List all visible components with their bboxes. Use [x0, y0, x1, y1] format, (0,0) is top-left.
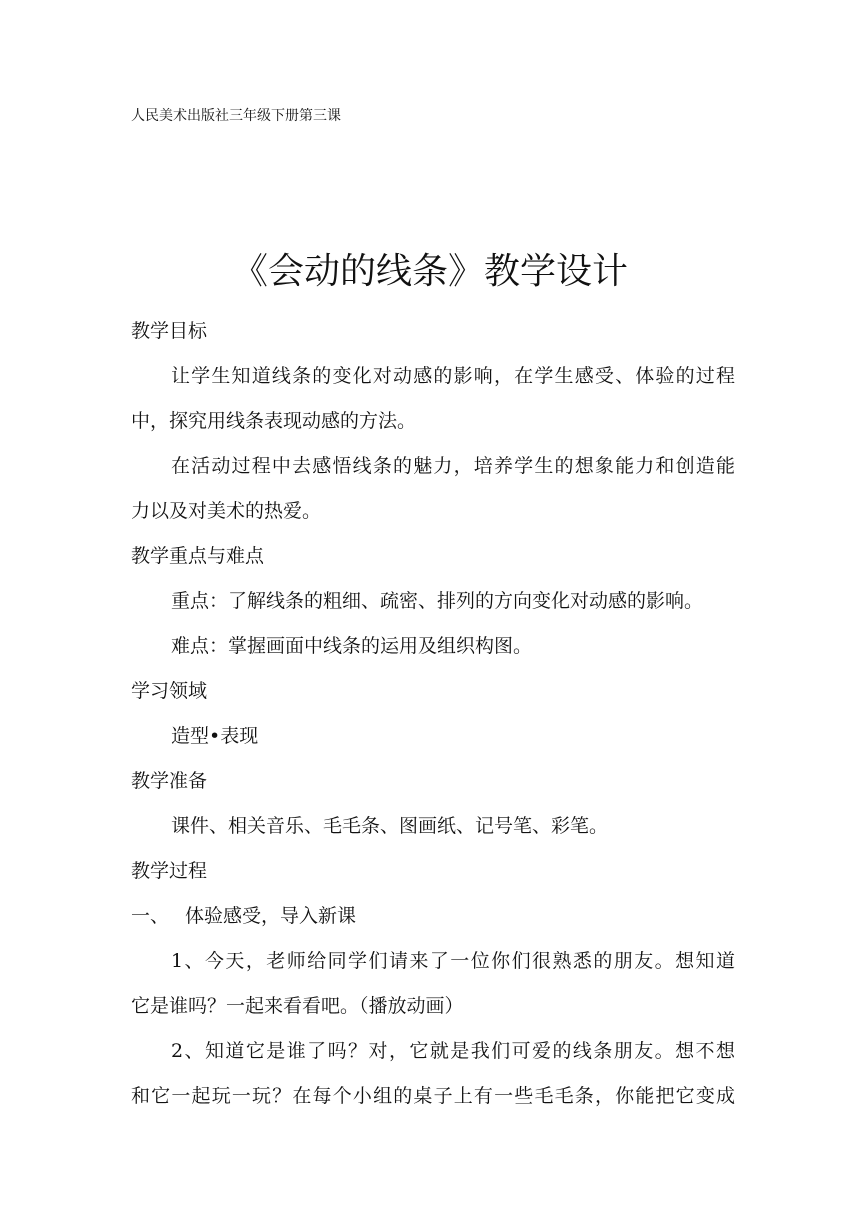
- step-title: 体验感受，导入新课: [185, 905, 357, 927]
- key-point-line: 重点：了解线条的粗细、疏密、排列的方向变化对动感的影响。: [171, 590, 704, 612]
- paragraph-line: 在活动过程中去感悟线条的魅力，培养学生的想象能力和创造能: [171, 455, 735, 477]
- preparation-value: 课件、相关音乐、毛毛条、图画纸、记号笔、彩笔。: [171, 815, 609, 837]
- section-heading-key-points: 教学重点与难点: [131, 545, 265, 567]
- document-body: [131, 316, 735, 1126]
- section-heading-goals: 教学目标: [131, 320, 208, 342]
- section-heading-domain: 学习领域: [131, 680, 208, 702]
- paragraph-line: 它是谁吗？一起来看看吧。（播放动画）: [131, 995, 464, 1017]
- domain-value: 造型•表现: [171, 725, 259, 747]
- difficulty-line: 难点：掌握画面中线条的运用及组织构图。: [171, 635, 533, 657]
- paragraph-line: 1、今天，老师给同学们请来了一位你们很熟悉的朋友。想知道: [171, 950, 735, 972]
- section-heading-process: 教学过程: [131, 860, 208, 882]
- paragraph-line: 力以及对美术的热爱。: [131, 500, 322, 522]
- header-note: 人民美术出版社三年级下册第三课: [131, 108, 341, 124]
- process-step-heading: [131, 901, 735, 946]
- paragraph-line: 和它一起玩一玩？在每个小组的桌子上有一些毛毛条，你能把它变成: [131, 1085, 735, 1107]
- paragraph-line: 让学生知道线条的变化对动感的影响，在学生感受、体验的过程: [171, 365, 735, 387]
- paragraph-line: 2、知道它是谁了吗？对，它就是我们可爱的线条朋友。想不想: [171, 1040, 735, 1062]
- document-title: 《会动的线条》教学设计: [231, 251, 628, 292]
- paragraph-line: 中，探究用线条表现动感的方法。: [131, 410, 417, 432]
- section-heading-preparation: 教学准备: [131, 770, 208, 792]
- step-number: 一、: [131, 905, 170, 927]
